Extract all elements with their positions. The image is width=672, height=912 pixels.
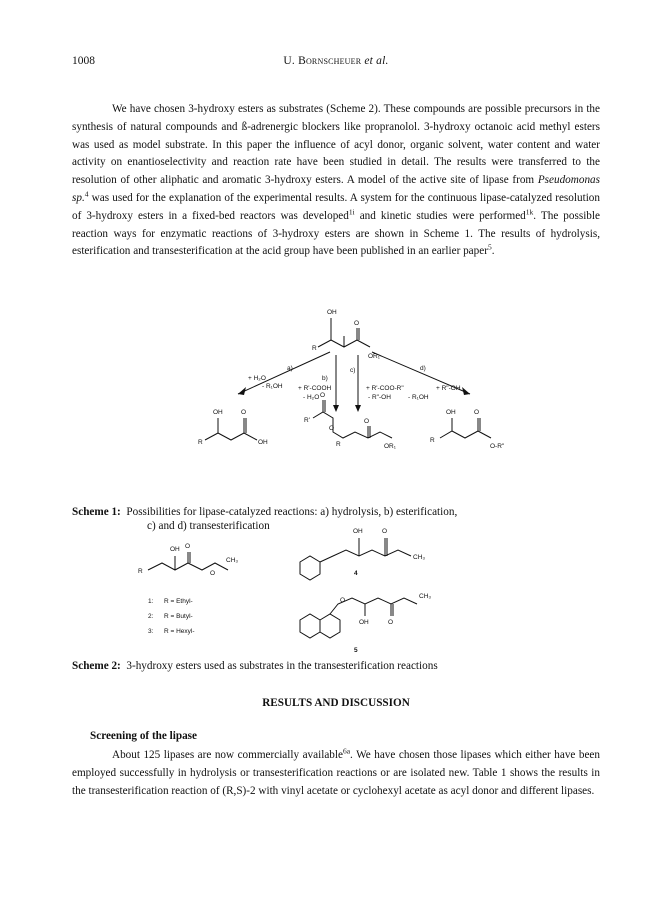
scheme-1-caption-line2: c) and d) transesterification <box>147 520 270 532</box>
label-r1oh-minus-2: - R₁OH <box>408 394 429 401</box>
intro-text-5: . <box>491 245 495 258</box>
label-d: d) <box>420 365 426 372</box>
s1-o-right: O <box>474 409 480 416</box>
s2-ch3-generic: CH₃ <box>226 557 239 564</box>
ref-1k: 1k <box>525 207 534 217</box>
s2-o-4: O <box>382 528 388 535</box>
s1-r-mid: R <box>336 441 341 448</box>
s1-oh-top: OH <box>327 309 337 316</box>
s2-oh-4: OH <box>353 528 363 535</box>
s1-rprime-mid: R' <box>304 417 310 424</box>
s1-o-mid-2: O <box>364 418 370 425</box>
results-paragraph <box>72 747 600 800</box>
label-a: a) <box>287 365 293 372</box>
s1-o-mid-ester: O <box>329 425 335 432</box>
naphthalene-ring-b <box>320 614 340 638</box>
scheme-2-caption-text: 3-hydroxy esters used as substrates in the transesterification reactions <box>126 660 438 672</box>
compound-5-label: 5 <box>354 647 358 654</box>
s1-r-top: R <box>312 345 317 352</box>
s1-or-right: O-R" <box>490 443 505 450</box>
compound-4-label: 4 <box>354 570 358 577</box>
intro-text-3: and kinetic studies were performed <box>354 209 526 222</box>
s2-o-generic-ester: O <box>210 570 216 577</box>
s1-o-mid: O <box>320 392 326 399</box>
s2-o-5-ether: O <box>340 597 346 604</box>
s2-oh-5: OH <box>359 619 369 626</box>
results-text-1: About 125 lipases are now commercially available <box>112 749 343 761</box>
s2-oh-generic: OH <box>170 546 180 553</box>
results-text-2: . We have chosen those lipases which either have been employed successfully in hydrolysis or transesterification reactions or are isolated new. Table 1 shows the results in the transesterification reaction of (R,S)-2 with vinyl acetate or cyclohexyl acetate as acyl donor and different lipases. <box>72 749 600 797</box>
running-head-author: U. Bornscheuer <box>283 55 362 67</box>
intro-text-2: was used for the explanation of the experimental results. A system for the continuous lipase-catalyzed resolution of 3-hydroxy esters in a fixed-bed reactors was developed <box>72 191 600 222</box>
label-r1oh-minus: - R₁OH <box>262 383 283 390</box>
s2-item-1-num: 1: <box>148 598 154 605</box>
s2-item-3-text: R = Hexyl- <box>164 628 195 635</box>
s2-item-3-num: 3: <box>148 628 154 635</box>
screening-subheading: Screening of the lipase <box>90 730 198 742</box>
s2-item-2-text: R = Butyl- <box>164 613 193 620</box>
s2-item-1-text: R = Ethyl- <box>164 598 193 605</box>
organism-name: Pseudomonas sp. <box>72 174 600 204</box>
s1-or1-mid: OR₁ <box>384 443 396 450</box>
naphthalene-ring-a <box>300 614 320 638</box>
s1-r-right: R <box>430 437 435 444</box>
intro-text-4: . The possible reaction ways for enzymatic reactions of 3-hydroxy esters are shown in Scheme 1. The results of hydrolysis, esterification and transesterification at the acid group have been published in an earlier paper <box>72 209 600 258</box>
scheme-1-caption-line1: Possibilities for lipase-catalyzed reactions: a) hydrolysis, b) esterification, <box>126 506 458 518</box>
s1-oh-left-acid: OH <box>258 439 268 446</box>
ref-1i: 1i <box>348 207 355 217</box>
phenyl-ring-4 <box>300 556 320 580</box>
scheme-2-caption <box>72 659 592 673</box>
s1-oh-right: OH <box>446 409 456 416</box>
label-rcooh-plus: + R'-COOH <box>298 385 332 392</box>
s1-o-left: O <box>241 409 247 416</box>
s2-ch3-5: CH₃ <box>419 593 432 600</box>
label-c: c) <box>350 367 356 374</box>
label-rpoh-plus: + R"-OH <box>436 385 461 392</box>
label-h2o-minus: - H₂O <box>303 394 320 401</box>
intro-text-1: We have chosen 3-hydroxy esters as substrates (Scheme 2). These compounds are possible precursors in the synthesis of natural compounds and ß-adrenergic blockers like propranolol. 3-hydroxy octanoic acid methyl esters was used as model substrate. In this paper the influence of acyl donor, organic solvent, water content and water activity on enantioselectivity and reaction rate have been studied in detail. The results were transferred to the resolution of other aliphatic and aromatic 3-hydroxy esters. A model of the active site of lipase from <box>72 103 600 187</box>
scheme-1-caption-label: Scheme 1: <box>72 506 121 518</box>
ref-5: 5 <box>487 242 492 252</box>
label-b: b) <box>322 375 328 382</box>
running-head-etal: et al. <box>364 55 389 67</box>
s2-r-generic: R <box>138 568 143 575</box>
ref-6a: 6a <box>342 746 351 756</box>
scheme-2-caption-label: Scheme 2: <box>72 660 121 672</box>
results-heading: RESULTS AND DISCUSSION <box>262 697 410 709</box>
s2-o-generic: O <box>185 543 191 550</box>
s1-o-top: O <box>354 320 360 327</box>
label-h2o-plus: + H₂O <box>248 375 266 382</box>
s1-r-left: R <box>198 439 203 446</box>
page-number: 1008 <box>72 55 95 67</box>
s1-oh-left: OH <box>213 409 223 416</box>
label-rpoh-minus: - R"-OH <box>368 394 391 401</box>
s2-item-2-num: 2: <box>148 613 154 620</box>
s1-or1-top: OR₁ <box>368 353 380 360</box>
s2-o-5: O <box>388 619 394 626</box>
label-rcoor-plus: + R'-COO-R" <box>366 385 404 392</box>
s2-ch3-4: CH₃ <box>413 554 426 561</box>
ref-4: 4 <box>84 189 89 199</box>
